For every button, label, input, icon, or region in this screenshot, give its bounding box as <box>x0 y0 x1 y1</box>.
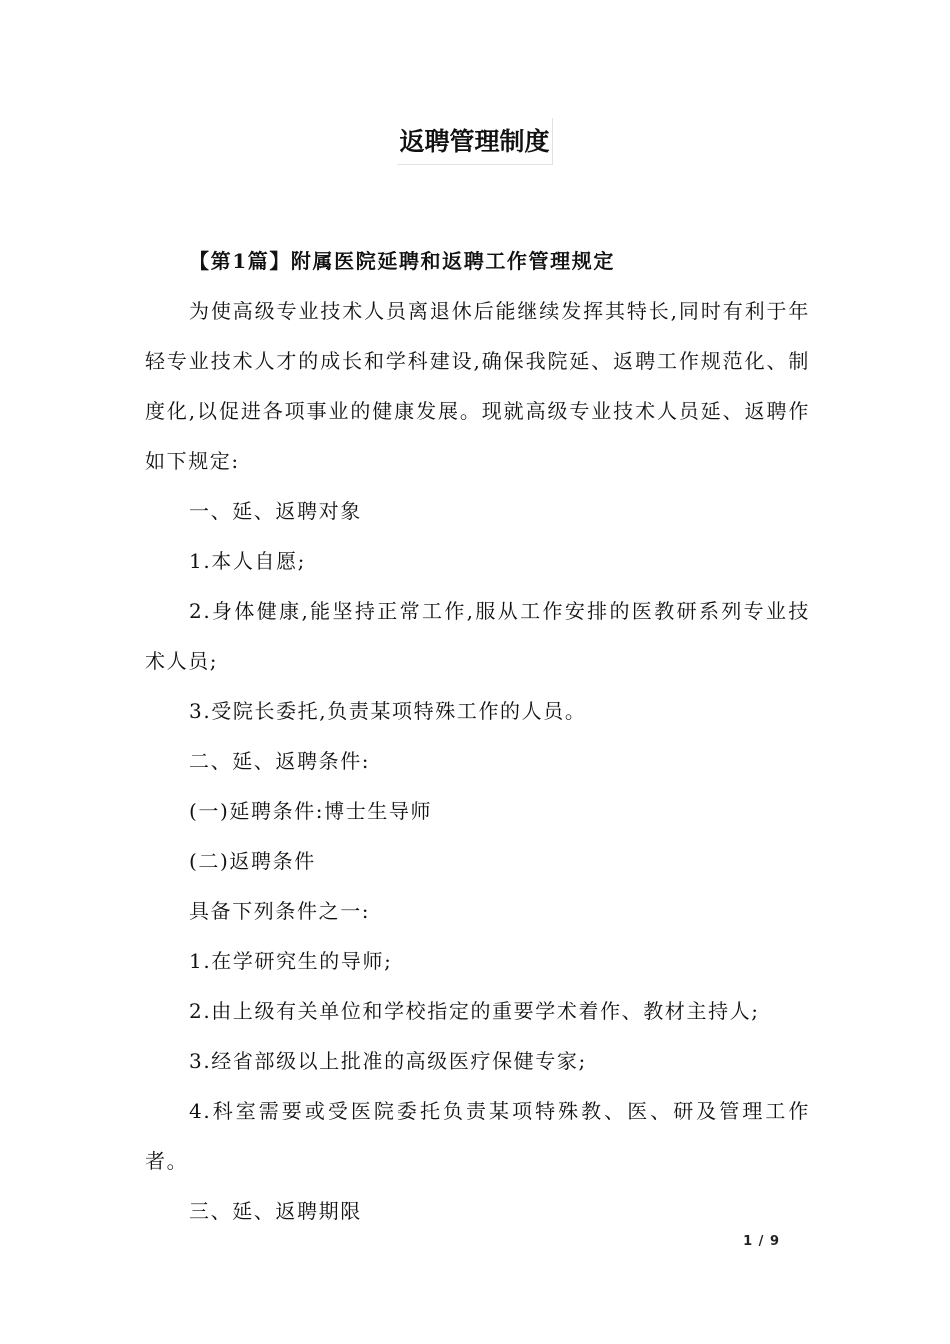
paragraph-intro: 为使高级专业技术人员离退休后能继续发挥其特长,同时有利于年轻专业技术人才的成长和学科建设,确保我院延、返聘工作规范化、制度化,以促进各项事业的健康发展。现就高级专业技术人员延、返聘作如下规定: <box>145 299 810 473</box>
paragraph-section-3: 三、延、返聘期限 <box>189 1199 362 1223</box>
paragraph-section-2: 二、延、返聘条件: <box>189 749 371 773</box>
paragraph-item: 4.科室需要或受医院委托负责某项特殊教、医、研及管理工作者。 <box>145 1099 810 1173</box>
page-number: 1 / 9 <box>743 1234 780 1249</box>
paragraph-item: 具备下列条件之一: <box>189 899 371 923</box>
document-body <box>145 236 810 1236</box>
paragraph-item: 2.由上级有关单位和学校指定的重要学术着作、教材主持人; <box>189 999 760 1023</box>
paragraph-subsection: (二)返聘条件 <box>189 849 316 873</box>
paragraph-subsection: (一)延聘条件:博士生导师 <box>189 799 433 823</box>
paragraph-item: 3.经省部级以上批准的高级医疗保健专家; <box>189 1049 587 1073</box>
paragraph-item: 3.受院长委托,负责某项特殊工作的人员。 <box>189 699 587 723</box>
paragraph-item: 1.本人自愿; <box>189 549 307 573</box>
document-title <box>0 118 950 165</box>
document-title-text: 返聘管理制度 <box>397 118 552 165</box>
paragraph-section-1: 一、延、返聘对象 <box>189 499 362 523</box>
paragraph-item: 2.身体健康,能坚持正常工作,服从工作安排的医教研系列专业技术人员; <box>145 599 810 673</box>
paragraph-item: 1.在学研究生的导师; <box>189 949 393 973</box>
section-heading: 【第1篇】附属医院延聘和返聘工作管理规定 <box>189 249 615 273</box>
